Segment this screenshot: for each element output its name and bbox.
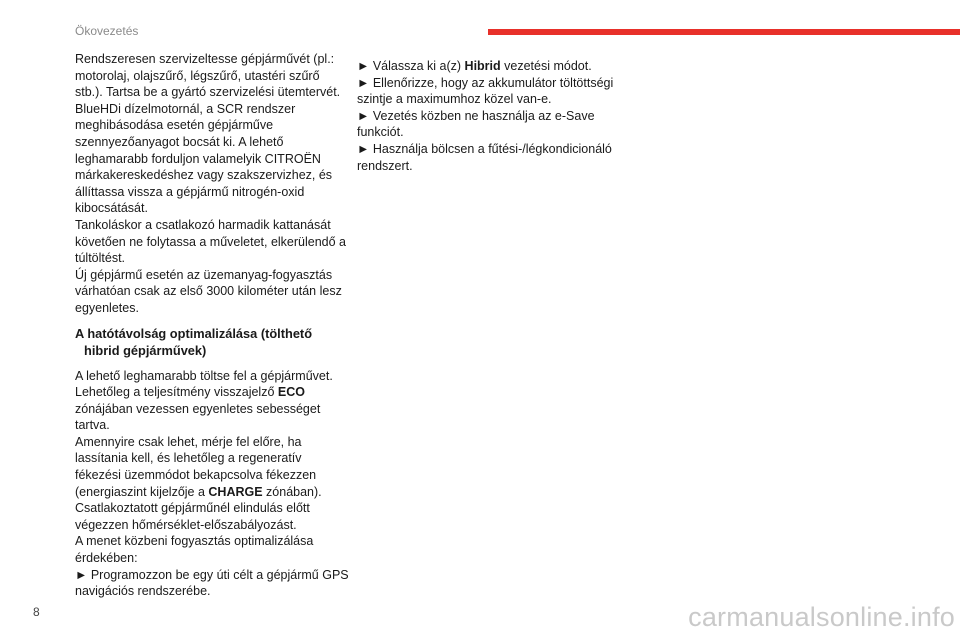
heading-line-1: A hatótávolság optimalizálása (tölthető <box>75 325 313 341</box>
section-heading <box>75 325 350 359</box>
hybrid-text-pre: ► Válassza ki a(z) <box>357 59 465 73</box>
bullet-esave: ► Vezetés közben ne használja az e-Save funkciót. <box>357 108 595 140</box>
paragraph-refuel: Tankoláskor a csatlakozó harmadik kattanását követően ne folytassa a műveletet, elkerülendő a túltöltést. <box>75 217 347 266</box>
right-column <box>357 58 627 174</box>
paragraph-regen <box>75 434 350 500</box>
hybrid-text-post: vezetési módot. <box>500 59 592 73</box>
paragraph-new-vehicle: Új gépjármű esetén az üzemanyag-fogyasztás várhatóan csak az első 3000 kilométer után lesz egyenletes. <box>75 267 342 315</box>
regen-text-post: zónában). <box>262 484 322 499</box>
page-number: 8 <box>33 605 40 619</box>
paragraph-preconditioning: Csatlakoztatott gépjárműnél elindulás előtt végezzen hőmérséklet-előszabályozást. <box>75 501 310 532</box>
left-column <box>75 51 350 600</box>
paragraph-service: Rendszeresen szervizeltesse gépjárművét (pl.: motorolaj, olajszűrő, légszűrő, utastéri szűrő stb.). Tartsa be a gyártó szervizelési ütemtervét. <box>75 52 341 100</box>
paragraph-eco <box>75 384 350 434</box>
heading-line-2: hibrid gépjárművek) <box>84 342 207 358</box>
charge-label: CHARGE <box>208 484 263 499</box>
bullet-hybrid-mode <box>357 58 627 75</box>
eco-text-post: zónájában vezessen egyenletes sebességet tartva. <box>75 401 321 433</box>
bullet-climate: ► Használja bölcsen a fűtési-/légkondicionáló rendszert. <box>357 141 612 173</box>
eco-text-pre: Lehetőleg a teljesítmény visszajelző <box>75 385 278 400</box>
paragraph-charge: A lehető leghamarabb töltse fel a gépjárművet. <box>75 368 333 383</box>
paragraph-optimization: A menet közbeni fogyasztás optimalizálása érdekében: <box>75 534 314 566</box>
watermark: carmanualsonline.info <box>688 602 955 632</box>
eco-label: ECO <box>277 385 305 400</box>
hybrid-label: Hibrid <box>464 59 501 73</box>
section-title: Ökovezetés <box>75 24 139 38</box>
regen-text-pre: Amennyire csak lehet, mérje fel előre, ha lassítania kell, és lehetőleg a regeneratív fékezési üzemmódot bekapcsolva fékezzen (energiaszint kijelzője a <box>75 434 317 499</box>
bullet-battery: ► Ellenőrizze, hogy az akkumulátor töltöttségi szintje a maximumhoz közel van-e. <box>357 75 614 107</box>
bullet-gps: ► Programozzon be egy úti célt a gépjármű GPS navigációs rendszerébe. <box>75 567 349 599</box>
paragraph-scr: BlueHDi dízelmotornál, a SCR rendszer meghibásodása esetén gépjárműve szennyezőanyagot bocsát ki. A lehető leghamarabb forduljon valamelyik CITROËN márkakereskedéshez vagy szakszervizhez, és állíttassa vissza a gépjármű nitrogén-oxid kibocsátását. <box>75 101 333 216</box>
header-accent-bar <box>488 29 960 35</box>
